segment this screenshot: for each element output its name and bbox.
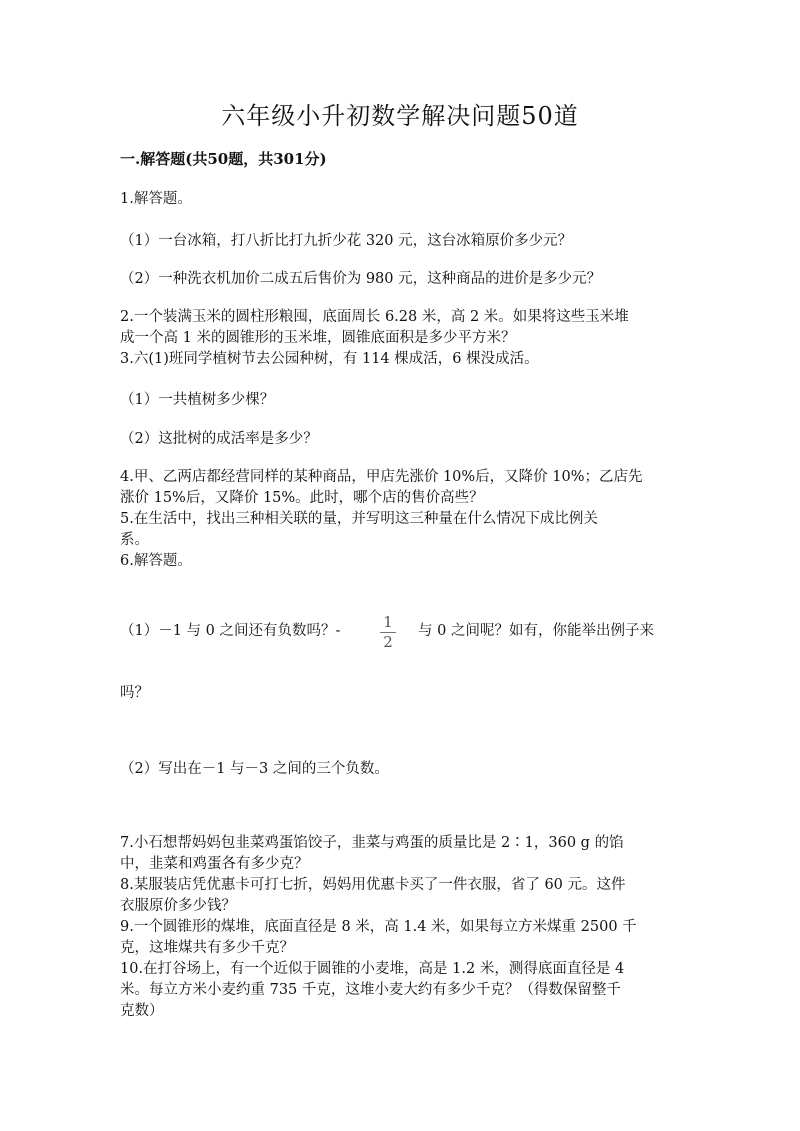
question-6-part-1-end: 与 0 之间呢？如有，你能举出例子来 — [418, 623, 654, 639]
question-6-part-2: （2）写出在－1 与－3 之间的三个负数。 — [120, 761, 389, 777]
fraction-one-half — [378, 615, 398, 650]
fraction-denominator: 2 — [383, 633, 393, 651]
question-8-line-2: 衣服原价多少钱？ — [120, 898, 236, 914]
question-4-line-2: 涨价 15%后，又降价 15%。此时，哪个店的售价高些？ — [120, 490, 484, 506]
question-5-line-1: 5.在生活中，找出三种相关联的量，并写明这三种量在什么情况下成比例关 — [120, 511, 598, 527]
question-8-line-1: 8.某服装店凭优惠卡可打七折，妈妈用优惠卡买了一件衣服，省了 60 元。这件 — [120, 877, 626, 893]
question-4-line-1: 4.甲、乙两店都经营同样的某种商品，甲店先涨价 10%后，又降价 10%；乙店先 — [120, 469, 643, 485]
question-6-part-1-start: （1）－1 与 0 之间还有负数吗？- — [120, 623, 341, 639]
question-2-line-1: 2.一个装满玉米的圆柱形粮囤，底面周长 6.28 米，高 2 米。如果将这些玉米堆 — [120, 309, 629, 325]
question-10-line-2: 米。每立方米小麦约重 735 千克，这堆小麦大约有多少千克？（得数保留整千 — [120, 982, 621, 998]
question-7-line-1: 7.小石想帮妈妈包韭菜鸡蛋馅饺子，韭菜与鸡蛋的质量比是 2∶1，360 g 的馅 — [120, 835, 624, 851]
question-2-line-2: 成一个高 1 米的圆锥形的玉米堆，圆锥底面积是多少平方米？ — [120, 330, 516, 346]
question-3-part-2: （2）这批树的成活率是多少？ — [120, 431, 318, 447]
page-title: 六年级小升初数学解决问题50道 — [221, 102, 579, 130]
question-1-part-2: （2）一种洗衣机加价二成五后售价为 980 元，这种商品的进价是多少元？ — [120, 271, 602, 287]
question-9-line-1: 9.一个圆锥形的煤堆，底面直径是 8 米，高 1.4 米，如果每立方米煤重 2500 千 — [120, 919, 637, 935]
question-3: 3.六(1)班同学植树节去公园种树，有 114 棵成活，6 棵没成活。 — [120, 351, 539, 367]
question-5-line-2: 系。 — [120, 532, 149, 548]
question-6: 6.解答题。 — [120, 553, 192, 569]
section-heading: 一.解答题(共50题，共301分) — [120, 150, 327, 168]
question-1: 1.解答题。 — [120, 191, 192, 207]
question-10-line-1: 10.在打谷场上，有一个近似于圆锥的小麦堆，高是 1.2 米，测得底面直径是 4 — [120, 961, 625, 977]
question-3-part-1: （1）一共植树多少棵？ — [120, 392, 275, 408]
question-7-line-2: 中，韭菜和鸡蛋各有多少克？ — [120, 856, 309, 872]
question-10-line-3: 克数） — [120, 1003, 164, 1019]
question-9-line-2: 克，这堆煤共有多少千克？ — [120, 940, 294, 956]
fraction-numerator: 1 — [383, 613, 393, 631]
question-6-part-1-wrap: 吗？ — [120, 685, 149, 701]
question-1-part-1: （1）一台冰箱，打八折比打九折少花 320 元，这台冰箱原价多少元？ — [120, 233, 573, 249]
